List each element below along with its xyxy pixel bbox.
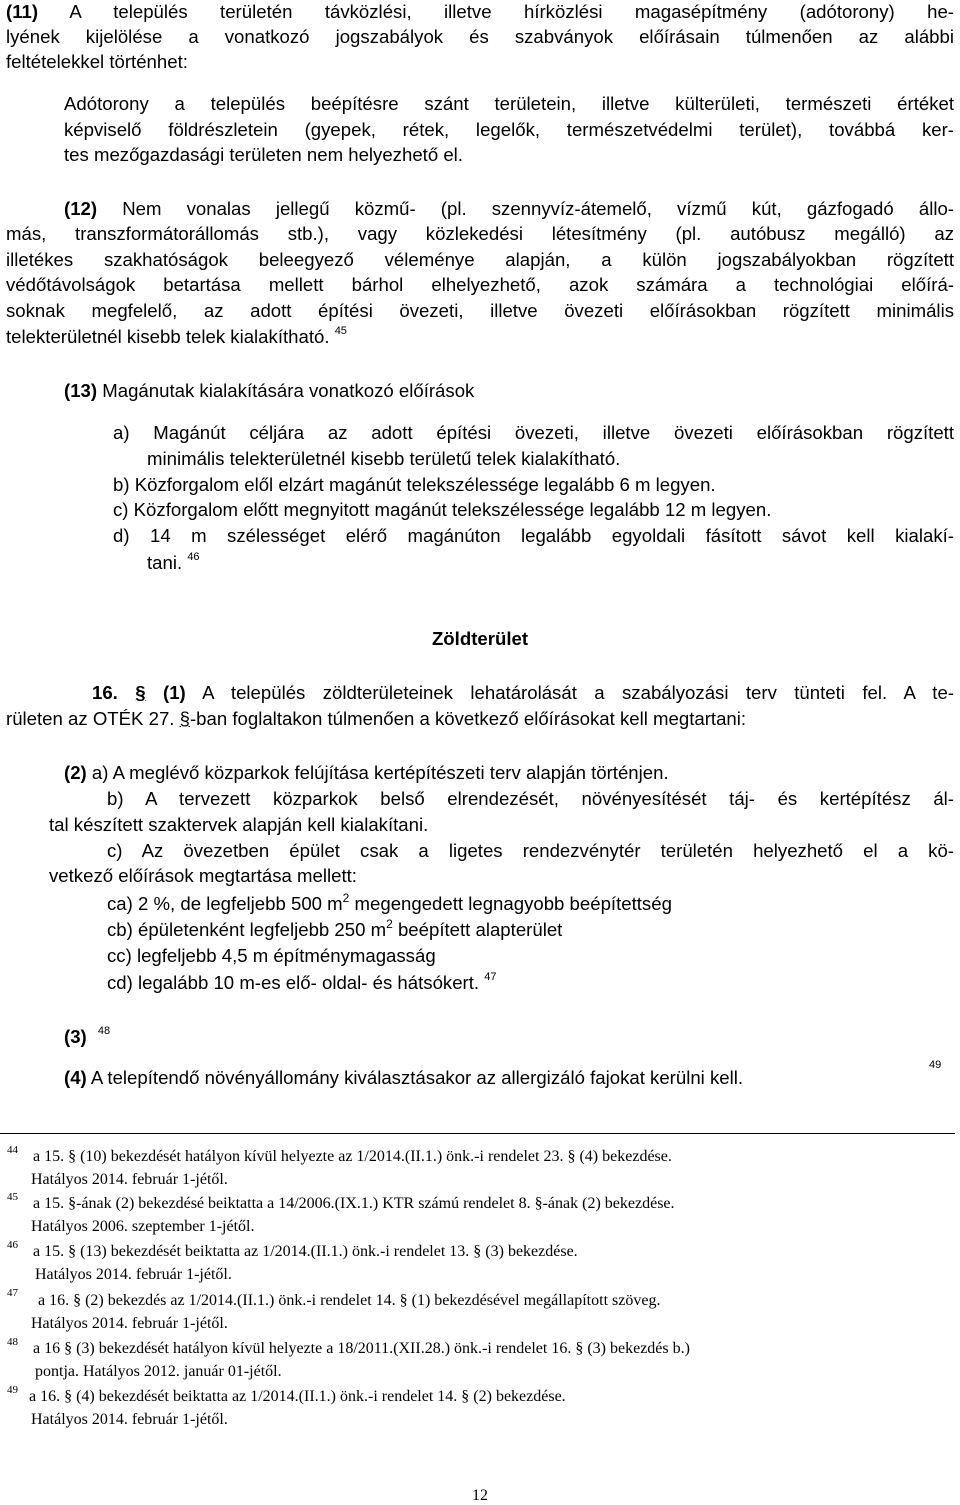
section-16-line-2	[6, 707, 746, 731]
m2-superscript: 2	[342, 891, 350, 905]
footnote-49-line-2: Hatályos 2014. február 1-jétől.	[31, 1411, 228, 1428]
section-16-line-1	[92, 681, 954, 705]
para-11-item-line-3: tes mezőgazdasági területen nem helyezhető el.	[64, 144, 463, 165]
para-11-item-line-2: képviselő földrészletein (gyepek, rétek, legelők, természetvédelmi terület), továbbá ker-	[64, 119, 954, 140]
footnote-number: 45	[7, 1191, 18, 1203]
para-2-cb-text-end: beépített alapterület	[392, 919, 563, 940]
page-number: 12	[472, 1487, 488, 1504]
para-12-line-6-text: telekterületnél kisebb telek kialakítható.	[6, 326, 335, 347]
footnote-46-line-1: a 15. § (13) bekezdését beiktatta az 1/2014.(II.1.) önk.-i rendelet 13. § (3) bekezdése.	[33, 1243, 578, 1260]
para-13-a-line-1: a) Magánút céljára az adott építési övezeti, illetve övezeti előírásokban rögzített	[113, 422, 954, 443]
para-13-b: b) Közforgalom elől elzárt magánút telekszélessége legalább 6 m legyen.	[113, 474, 716, 495]
para-11-line-3: feltételekkel történhet:	[6, 51, 188, 72]
footnote-48-line-1: a 16 § (3) bekezdését hatályon kívül helyezte a 18/2011.(XII.28.) önk.-i rendelet 16. § (3) bekezdés b.)	[33, 1340, 690, 1357]
section-16-line-2b: -ban foglaltakon túlmenően a következő előírásokat kell megtartani:	[189, 708, 747, 729]
footnote-49-line-1: a 16. § (4) bekezdését beiktatta az 1/2014.(II.1.) önk.-i rendelet 14. § (2) bekezdése.	[29, 1388, 566, 1405]
footnote-ref-45[interactable]: 45	[334, 325, 347, 337]
para-13-title	[64, 379, 474, 403]
para-13-a-line-2: minimális telekterületnél kisebb területű telek kialakítható.	[147, 448, 621, 469]
footnote-number: 46	[7, 1239, 18, 1251]
para-4-text: A telepítendő növényállomány kiválasztásakor az allergizáló fajokat kerülni kell.	[86, 1067, 744, 1088]
para-2-ca	[107, 892, 672, 918]
para-2-cb-text: cb) épületenként legfeljebb 250 m	[107, 919, 387, 940]
para-12-text: Nem vonalas jellegű közmű- (pl. szennyvíz-átemelő, vízmű kút, gázfogadó állo-	[97, 198, 954, 219]
para-11-line-2: lyének kijelölése a vonatkozó jogszabályok és szabványok előírásain túlmenően az alábbi	[6, 26, 954, 47]
para-13-d-line-2	[147, 551, 200, 578]
footnote-45-line-1: a 15. §-ának (2) bekezdésé beiktatta a 14/2006.(IX.1.) KTR számú rendelet 8. §-ának (2) bekezdése.	[33, 1195, 675, 1212]
footnote-48-line-2: pontja. Hatályos 2012. január 01-jétől.	[35, 1363, 282, 1380]
para-13-d-line-1: d) 14 m szélességet elérő magánúton legalább egyoldali fásított sávot kell kialakí-	[113, 525, 954, 546]
para-2-cd-text: cd) legalább 10 m-es elő- oldal- és hátsókert.	[107, 972, 485, 993]
para-2-c-line-1: c) Az övezetben épület csak a ligetes rendezvénytér területén helyezhető el a kö-	[107, 840, 954, 861]
section-16-text: A település zöldterületeinek lehatárolását a szabályozási terv tünteti fel. A te-	[185, 682, 954, 703]
para-12-line-4: védőtávolságok betartása mellett bárhol elhelyezhető, azok számára a technológiai előírá-	[6, 274, 954, 295]
para-2-cc: cc) legfeljebb 4,5 m építménymagasság	[107, 945, 436, 966]
footnote-44-line-2: Hatályos 2014. február 1-jétől.	[31, 1171, 228, 1188]
para-4	[64, 1066, 743, 1090]
footnote-47-line-2: Hatályos 2014. február 1-jétől.	[31, 1315, 228, 1332]
para-2-c-line-2: vetkező előírások megtartása mellett:	[49, 865, 357, 886]
footnote-separator	[0, 1133, 955, 1134]
para-11-text: A település területén távközlési, illetve hírközlési magasépítmény (adótorony) he-	[38, 1, 954, 22]
para-3-label: (3)	[64, 1026, 87, 1047]
para-2-ca-text-end: megengedett legnagyobb beépítettség	[349, 893, 672, 914]
section-symbol-otek[interactable]: §	[179, 708, 190, 729]
m2-superscript: 2	[386, 917, 393, 931]
para-12-line-5: soknak megfelelő, az adott építési övezeti, illetve övezeti előírásokban rögzített minimális	[6, 300, 954, 321]
para-12-line-1	[64, 197, 954, 221]
para-2-b-line-1: b) A tervezett közparkok belső elrendezését, növényesítését táj- és kertépítész ál-	[107, 788, 954, 809]
para-12-line-3: illetékes szakhatóságok beleegyező véleménye alapján, a külön jogszabályokban rögzített	[6, 249, 954, 270]
footnote-ref-46[interactable]: 46	[187, 551, 200, 563]
para-13-d-line-2-text: tani.	[147, 552, 188, 573]
footnote-ref-49[interactable]: 49	[929, 1059, 942, 1071]
para-2-a-text: a) A meglévő közparkok felújítása kertépítészeti terv alapján történjen.	[86, 762, 669, 783]
footnote-44-line-1: a 15. § (10) bekezdését hatályon kívül helyezte az 1/2014.(II.1.) önk.-i rendelet 23. § (4) bekezdése.	[33, 1148, 672, 1165]
para-2-b-line-2: tal készített szaktervek alapján kell kialakítani.	[49, 814, 429, 835]
section-heading: Zöldterület	[431, 628, 529, 649]
footnote-number: 49	[7, 1384, 18, 1396]
para-13-c: c) Közforgalom előtt megnyitott magánút telekszélessége legalább 12 m legyen.	[113, 499, 772, 520]
section-symbol[interactable]: §	[135, 682, 146, 703]
para-11-item-line-1: Adótorony a település beépítésre szánt területein, illetve külterületi, természeti értéket	[64, 93, 954, 114]
para-3	[64, 1025, 110, 1052]
footnote-ref-47[interactable]: 47	[484, 971, 497, 983]
para-11-line-1	[6, 0, 954, 24]
footnote-ref-48[interactable]: 48	[97, 1025, 111, 1037]
para-2-a	[64, 761, 669, 785]
section-16-number: 16.	[92, 682, 118, 703]
para-12-line-6	[6, 325, 347, 352]
para-13-title-text: Magánutak kialakítására vonatkozó előírások	[97, 380, 475, 401]
para-12-line-2: más, transzformátorállomás stb.), vagy közlekedési létesítmény (pl. autóbusz megálló) az	[6, 223, 954, 244]
footnote-number: 48	[7, 1336, 18, 1348]
footnote-number: 44	[7, 1144, 18, 1156]
para-13-label: (13)	[64, 380, 98, 401]
footnote-47-line-1: a 16. § (2) bekezdés az 1/2014.(II.1.) önk.-i rendelet 14. § (1) bekezdésével megállapított szöveg.	[38, 1292, 661, 1309]
para-2-cb	[107, 918, 562, 944]
para-12-label: (12)	[64, 198, 98, 219]
footnote-number: 47	[7, 1287, 18, 1299]
para-2-label: (2)	[64, 762, 87, 783]
footnote-45-line-2: Hatályos 2006. szeptember 1-jétől.	[31, 1218, 255, 1235]
para-4-label: (4)	[64, 1067, 87, 1088]
section-16-label: (1)	[163, 682, 186, 703]
para-2-ca-text: ca) 2 %, de legfeljebb 500 m	[107, 893, 343, 914]
footnote-46-line-2: Hatályos 2014. február 1-jétől.	[35, 1266, 232, 1283]
para-11-label: (11)	[6, 1, 39, 22]
para-2-cd	[107, 971, 496, 998]
section-16-line-2a: rületen az OTÉK 27.	[6, 708, 180, 729]
